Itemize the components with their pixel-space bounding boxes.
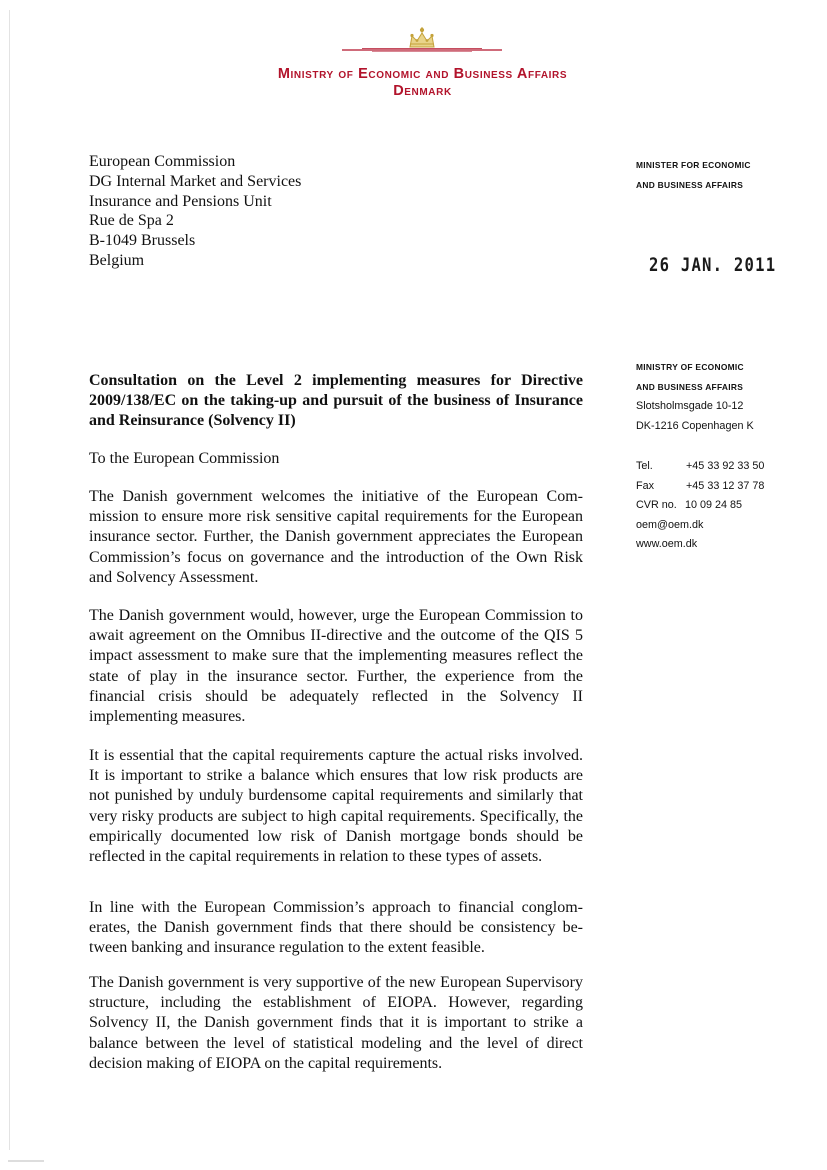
ministry-label-line: MINISTRY OF ECONOMIC: [636, 362, 744, 372]
body-paragraph: The Danish government would, however, urge the European Commission to await agreement on the Omnibus II-directive and the outcome of the QIS 5 impact assessment to make sure that the implementing measures reflect the state of play in the insurance sector. Further, the experience from the financial crisis should be adequately reflected in the Solvency II implementing measures.: [89, 607, 583, 726]
tel-value: +45 33 92 33 50: [686, 460, 765, 472]
fax-row: [636, 477, 816, 497]
street-address: Slotsholmsgade 10-12: [636, 400, 744, 412]
recipient-line: Insurance and Pensions Unit: [89, 192, 272, 210]
fax-value: +45 33 12 37 78: [686, 479, 765, 492]
tel-label: Tel.: [636, 460, 653, 472]
contact-block: [636, 457, 816, 555]
ministry-label-line: AND BUSINESS AFFAIRS: [636, 381, 744, 392]
letter-subject: Consultation on the Level 2 implementing measures for Directive 2009/138/EC on the taking-up and pursuit of the business of Insurance and Reinsurance (Solvency II): [89, 372, 583, 429]
recipient-line: Belgium: [89, 251, 145, 269]
recipient-line: European Commission: [89, 153, 236, 170]
letterhead: [0, 26, 827, 106]
ministry-country: Denmark: [393, 83, 452, 99]
body-paragraph: The Danish government welcomes the initiative of the European Commission to ensure more risk sensitive capital requirements for the European insurance sector. Further, the Danish government appreciates the European Commission’s focus on governance and the introduction of the Own Risk and Solvency Assessment.: [89, 488, 583, 586]
recipient-address: [89, 152, 509, 271]
minister-label-line: MINISTER FOR ECONOMIC: [636, 160, 751, 170]
cvr-row: [636, 496, 816, 516]
cvr-label: CVR no.: [636, 499, 677, 511]
ministry-address-block: [636, 358, 816, 436]
email-link[interactable]: oem@oem.dk: [636, 518, 704, 531]
ministry-name: Ministry of Economic and Business Affairs: [277, 66, 568, 82]
recipient-line: B-1049 Brussels: [89, 232, 196, 250]
page-edge-shadow: [9, 10, 10, 1150]
recipient-line: DG Internal Market and Services: [89, 172, 302, 190]
minister-label-line: AND BUSINESS AFFAIRS: [636, 179, 744, 190]
body-paragraph: It is essential that the capital requirements capture the actual risks involved. It is important to strike a balance which ensures that low risk products are not punished by unduly burdensome capital requirements and similarly that very risky products are subject to high capital requirements. Specifically, the empirically documented low risk of Danish mortgage bonds should be reflected in the capital requirements in relation to these types of assets.: [89, 747, 583, 866]
scan-mark: [8, 1160, 44, 1162]
tel-row: [636, 457, 816, 477]
minister-label: [636, 156, 816, 195]
salutation: To the European Commission: [89, 450, 280, 467]
website-link[interactable]: www.oem.dk: [636, 538, 698, 550]
body-paragraph: The Danish government is very supportive of the new European Supervisory structure, including the establishment of EIOPA. However, regarding Solvency II, the Danish government finds that it is important to strike a balance between the level of statistical modeling and the level of direct decision making of EIOPA on the capital requirements.: [89, 974, 583, 1072]
postal-address: DK-1216 Copenhagen K: [636, 419, 754, 432]
body-paragraph: In line with the European Commission’s approach to financial conglomerates, the Danish government finds that there should be consistency between banking and insurance regulation to the extent feasible.: [89, 899, 583, 957]
recipient-line: Rue de Spa 2: [89, 212, 174, 230]
royal-crown-icon: [342, 26, 502, 62]
fax-label: Fax: [636, 479, 654, 492]
cvr-value: 10 09 24 85: [685, 499, 743, 511]
date-stamp: 26 JAN. 2011: [649, 254, 777, 276]
